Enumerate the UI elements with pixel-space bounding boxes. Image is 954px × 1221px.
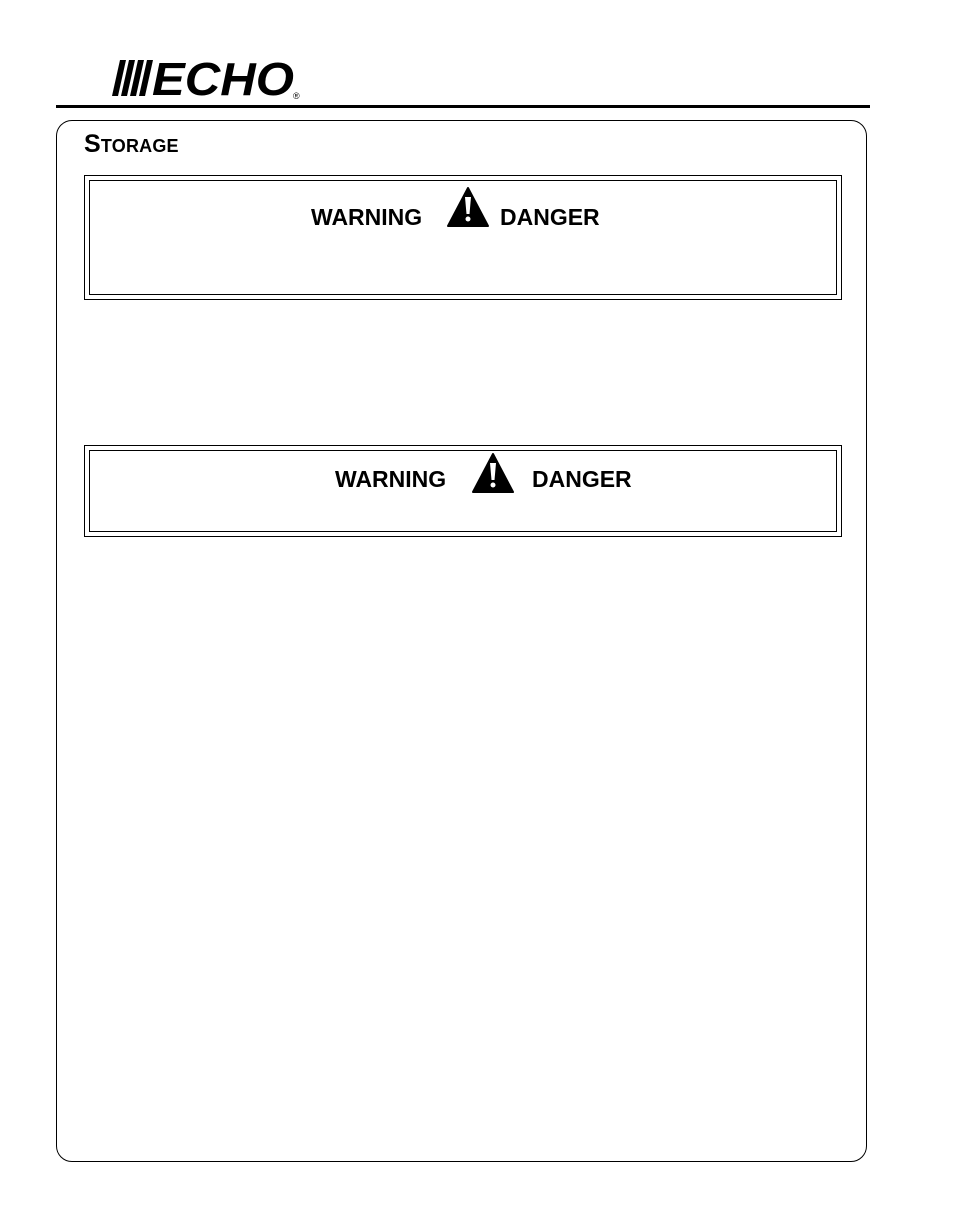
registered-mark: ® (293, 91, 300, 101)
warning-label: WARNING (311, 204, 423, 230)
warning-box-inner (89, 450, 837, 532)
warning-label: WARNING (335, 466, 447, 492)
echo-logo-graphic (110, 56, 305, 102)
danger-label: DANGER (500, 204, 600, 230)
header-rule (56, 105, 870, 108)
warning-triangle-icon (446, 186, 490, 228)
warning-box (84, 445, 842, 537)
echo-logo (110, 56, 305, 102)
section-title: Storage (84, 130, 179, 158)
danger-label: DANGER (532, 466, 632, 492)
warning-triangle-icon (471, 452, 515, 494)
logo-text: ECHO (152, 56, 295, 102)
